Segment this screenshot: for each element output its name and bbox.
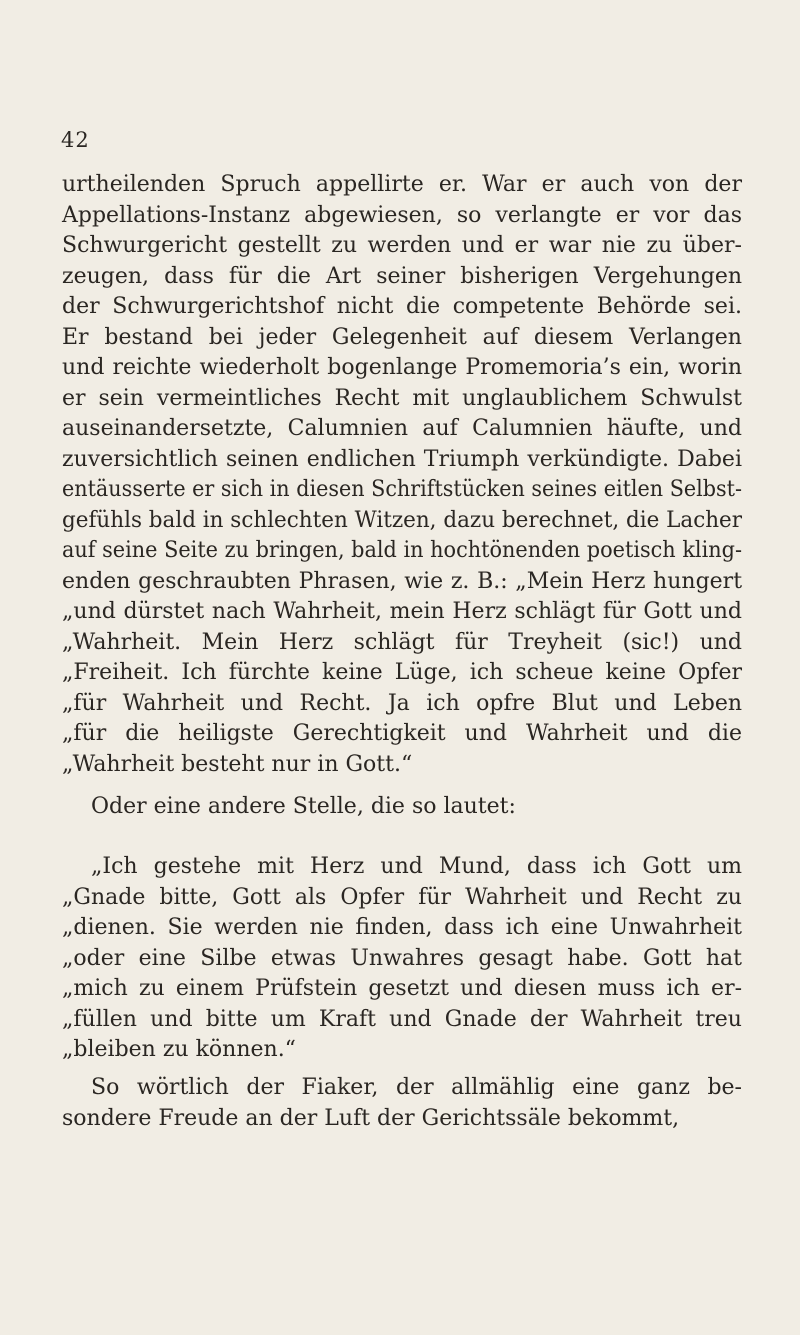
text-line: „dienen. Sie werden nie finden, dass ich eine Unwahrheit	[62, 915, 743, 940]
text-line: urtheilenden Spruch appellirte er. War er auch von der	[62, 172, 742, 197]
text-line: „und dürstet nach Wahrheit, mein Herz schlägt für Gott und	[62, 599, 742, 624]
text-line: Appellations-Instanz abgewiesen, so verlangte er vor das	[62, 202, 742, 228]
text-line: „bleiben zu können.“	[62, 1037, 296, 1062]
text-line: „für Wahrheit und Recht. Ja ich opfre Blut und Leben	[62, 690, 743, 716]
text-line: sondere Freude an der Luft der Gerichtssäle bekommt,	[62, 1105, 680, 1131]
text-line: Oder eine andere Stelle, die so lautet:	[91, 794, 516, 819]
text-line: auseinandersetzte, Calumnien auf Calumnien häufte, und	[62, 416, 742, 441]
text-line: „Wahrheit besteht nur in Gott.“	[62, 751, 413, 777]
text-line: „Ich gestehe mit Herz und Mund, dass ich Gott um	[91, 854, 743, 879]
text-line: gefühls bald in schlechten Witzen, dazu berechnet, die Lacher	[62, 507, 743, 533]
text-line: enden geschraubten Phrasen, wie z. B.: „Mein Herz hungert	[62, 568, 743, 594]
page-number: 42	[61, 128, 90, 152]
text-line: So wörtlich der Fiaker, der allmählig eine ganz be-	[91, 1075, 742, 1100]
text-line: „für die heiligste Gerechtigkeit und Wahrheit und die	[62, 721, 742, 746]
text-line: „Gnade bitte, Gott als Opfer für Wahrheit und Recht zu	[62, 884, 742, 910]
text-line: „Freiheit. Ich fürchte keine Lüge, ich scheue keine Opfer	[62, 660, 742, 685]
text-line: auf seine Seite zu bringen, bald in hochtönenden poetisch kling-	[62, 538, 742, 563]
text-line: entäusserte er sich in diesen Schriftstücken seines eitlen Selbst-	[62, 477, 742, 502]
text-line: „mich zu einem Prüfstein gesetzt und diesen muss ich er-	[62, 976, 743, 1001]
text-line: der Schwurgerichtshof nicht die competente Behörde sei.	[62, 294, 742, 319]
text-line: Schwurgericht gestellt zu werden und er war nie zu über-	[62, 233, 742, 258]
text-line: und reichte wiederholt bogenlange Promemoria’s ein, worin	[62, 355, 743, 380]
text-line: Er bestand bei jeder Gelegenheit auf diesem Verlangen	[62, 324, 742, 350]
text-line: „Wahrheit. Mein Herz schlägt für Treyheit (sic!) und	[62, 629, 743, 655]
text-line: „füllen und bitte um Kraft und Gnade der Wahrheit treu	[62, 1006, 742, 1032]
text-line: er sein vermeintliches Recht mit unglaublichem Schwulst	[62, 385, 743, 411]
text-line: zeugen, dass für die Art seiner bisherigen Vergehungen	[62, 263, 743, 289]
text-line: zuversichtlich seinen endlichen Triumph verkündigte. Dabei	[62, 446, 742, 472]
text-line: „oder eine Silbe etwas Unwahres gesagt habe. Gott hat	[62, 945, 743, 971]
